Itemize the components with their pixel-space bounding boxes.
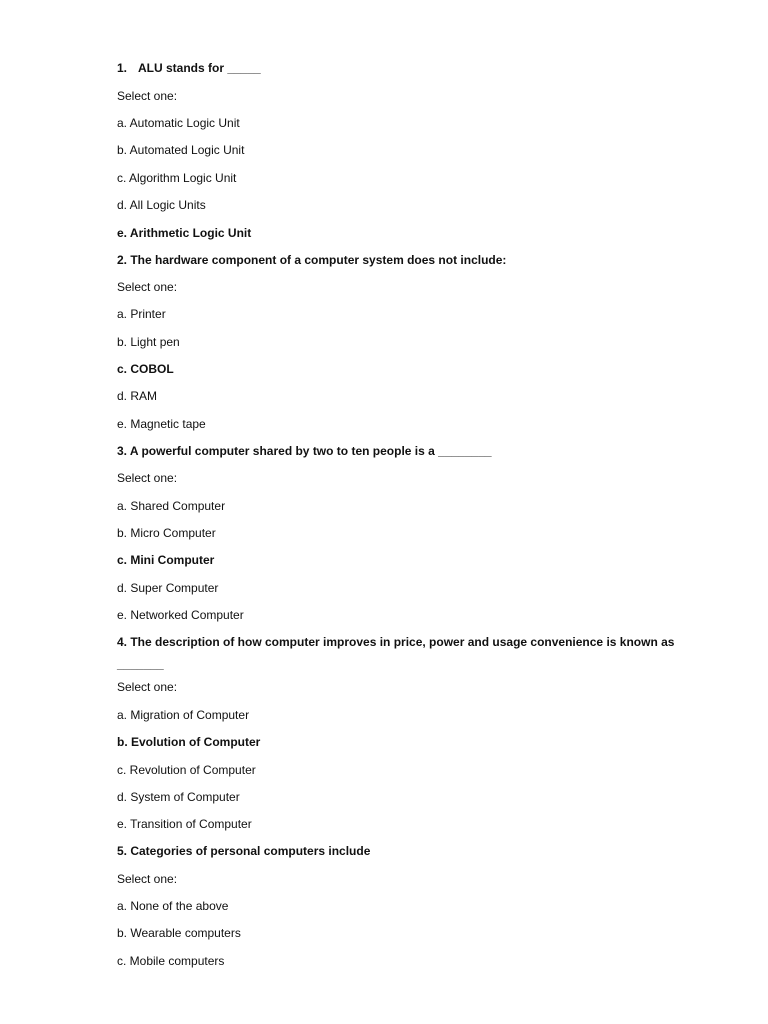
question-1-select-label: Select one: [117, 89, 178, 103]
question-3-option-c-correct: c. Mini Computer [117, 553, 215, 567]
question-3-select-label: Select one: [117, 471, 178, 485]
question-2-option-b: b. Light pen [117, 335, 180, 349]
question-5-select-label: Select one: [117, 872, 178, 886]
question-5-option-c: c. Mobile computers [117, 954, 225, 968]
question-1-text: ALU stands for _____ [138, 61, 261, 75]
question-4-title: 4. The description of how computer improves in price, power and usage convenience is known as [117, 635, 675, 649]
question-4-select-label: Select one: [117, 680, 178, 694]
question-5-option-a: a. None of the above [117, 899, 229, 913]
question-4-title-blank: _______ [117, 657, 164, 671]
question-4-option-b-correct: b. Evolution of Computer [117, 735, 261, 749]
question-1-option-b: b. Automated Logic Unit [117, 143, 245, 157]
question-1-title [117, 60, 261, 76]
question-5-title: 5. Categories of personal computers include [117, 844, 371, 858]
question-3-title: 3. A powerful computer shared by two to ten people is a ________ [117, 444, 492, 458]
question-3-option-d: d. Super Computer [117, 581, 219, 595]
question-4-option-e: e. Transition of Computer [117, 817, 252, 831]
question-2-option-e: e. Magnetic tape [117, 417, 206, 431]
question-2-option-c-correct: c. COBOL [117, 362, 174, 376]
question-3-option-b: b. Micro Computer [117, 526, 216, 540]
question-1-option-e-correct: e. Arithmetic Logic Unit [117, 226, 252, 240]
question-3-option-e: e. Networked Computer [117, 608, 244, 622]
question-1-option-c: c. Algorithm Logic Unit [117, 171, 237, 185]
question-1-option-a: a. Automatic Logic Unit [117, 116, 240, 130]
question-2-option-a: a. Printer [117, 307, 166, 321]
question-2-title: 2. The hardware component of a computer system does not include: [117, 253, 507, 267]
question-4-option-a: a. Migration of Computer [117, 708, 250, 722]
question-5-option-b: b. Wearable computers [117, 926, 241, 940]
question-2-option-d: d. RAM [117, 389, 158, 403]
question-3-option-a: a. Shared Computer [117, 499, 226, 513]
question-2-select-label: Select one: [117, 280, 178, 294]
question-1-option-d: d. All Logic Units [117, 198, 206, 212]
question-1-number: 1. [117, 61, 128, 75]
question-4-option-c: c. Revolution of Computer [117, 763, 256, 777]
question-4-option-d: d. System of Computer [117, 790, 240, 804]
